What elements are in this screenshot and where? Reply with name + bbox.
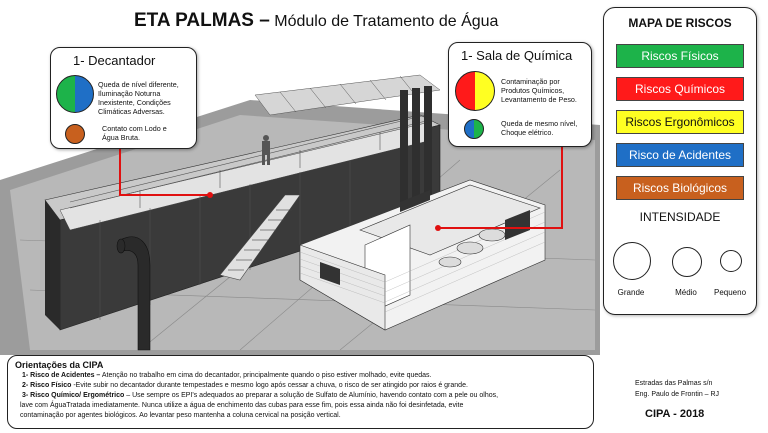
intensity-medium-label: Médio bbox=[675, 288, 697, 297]
biological-risk-icon bbox=[65, 124, 85, 144]
orientation-line: 3- Risco Químico/ Ergométrico – Use sempre os EPI's adequados ao preparar a solução de Sulfato de Alumínio, havendo contato com a pele ou olhos, bbox=[22, 392, 499, 399]
orientations-title: Orientações da CIPA bbox=[15, 360, 104, 370]
orientation-line: 1- Risco de Acidentes – Atenção no trabalho em cima do decantador, principalmente quando o piso estiver molhado, evite quedas. bbox=[22, 372, 432, 379]
intensity-small-circle bbox=[720, 250, 742, 272]
orientation-line: contaminação por agentes biológicos. Ao levantar peso mantenha a coluna cervical na posição vertical. bbox=[20, 412, 341, 419]
intensity-large-label: Grande bbox=[617, 288, 645, 297]
callout-sala-quimica bbox=[448, 42, 592, 147]
chemical-ergonomic-risk-icon bbox=[455, 71, 495, 111]
footer-engineer: Eng. Paulo de Frontin – RJ bbox=[635, 391, 720, 398]
physical-accident-risk-icon bbox=[56, 75, 94, 113]
risk-chemical: Riscos Químicos bbox=[616, 77, 744, 101]
title-sub: Módulo de Tratamento de Água bbox=[274, 13, 499, 30]
intensity-small-label: Pequeno bbox=[713, 288, 747, 297]
footer-address: Estradas das Palmas s/n bbox=[635, 380, 713, 387]
footer-cipa: CIPA - 2018 bbox=[645, 408, 705, 420]
callout-decantador bbox=[50, 47, 197, 149]
sala-quimica-risk1-text: Contaminação por Produtos Químicos, Levantamento de Peso. bbox=[501, 77, 577, 104]
orientation-line: lave com ÁguaTratada imediatamente. Nunca utilize a água de enchimento das cubas para esse fim, pois essa ainda não foi desinfetada, evite bbox=[20, 402, 464, 409]
decantador-risk2-text: Contato com Lodo e Água Bruta. bbox=[102, 124, 167, 142]
sala-quimica-risk2-text: Queda de mesmo nível, Choque elétrico. bbox=[501, 119, 578, 137]
risk-map-title: MAPA DE RISCOS bbox=[628, 16, 732, 30]
intensity-title: INTENSIDADE bbox=[639, 210, 721, 224]
callout-sala-quimica-title: 1- Sala de Química bbox=[461, 48, 573, 63]
cipa-orientations bbox=[7, 355, 594, 429]
orientation-line: 2- Risco Físico -Evite subir no decantador durante tempestades e mesmo logo após cessar a chuva, o risco de ser atingido por raios é grande. bbox=[22, 382, 468, 389]
title-main: ETA PALMAS – bbox=[134, 10, 270, 31]
risk-physical: Riscos Físicos bbox=[616, 44, 744, 68]
decantador-risk1-text: Queda de nível diferente, Iluminação Noturna Inexistente, Condições Climáticas Adversas. bbox=[98, 80, 179, 116]
accident-physical-risk-icon bbox=[464, 119, 484, 139]
risk-biological: Riscos Biológicos bbox=[616, 176, 744, 200]
risk-map-legend bbox=[603, 7, 757, 315]
intensity-medium-circle bbox=[672, 247, 702, 277]
risk-accident: Risco de Acidentes bbox=[616, 143, 744, 167]
risk-ergonomic: Riscos Ergonômicos bbox=[616, 110, 744, 134]
intensity-large-circle bbox=[613, 242, 651, 280]
callout-decantador-title: 1- Decantador bbox=[73, 53, 156, 68]
